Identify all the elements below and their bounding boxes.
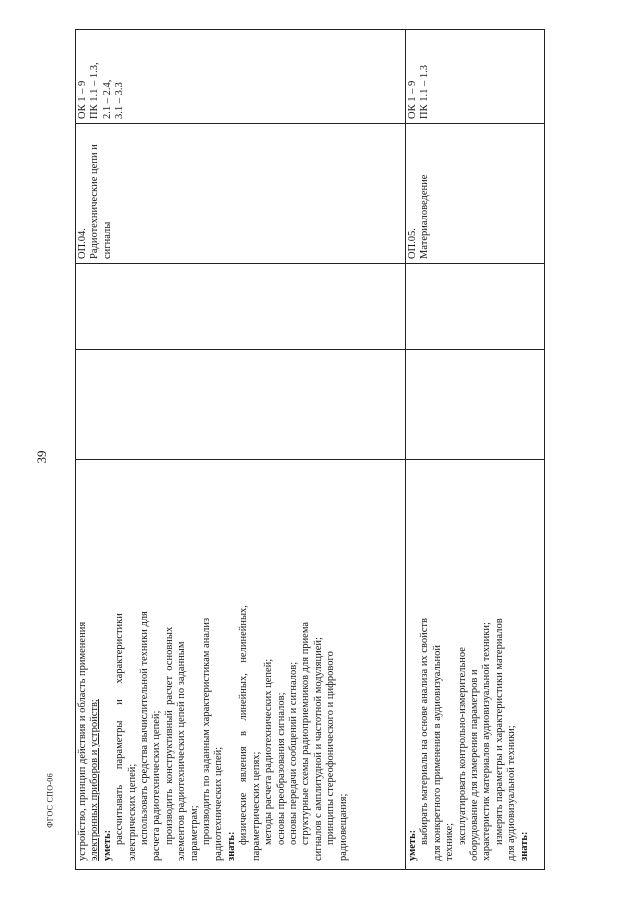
skill-line: параметрам; (188, 805, 200, 861)
discipline-cell (76, 124, 406, 264)
skill-line: радиотехнических цепей; (213, 746, 225, 861)
table-row-op05 (406, 30, 545, 870)
document-table-sheet (75, 30, 545, 870)
competency-line: ПК 1.1 – 1.3 (419, 65, 431, 119)
skill-line: оборудование для измерения параметров и (469, 669, 481, 861)
empty-cell (76, 264, 406, 350)
umet-heading: уметь: (407, 829, 418, 861)
skill-line: для конкретного применения в аудиовизуальной (431, 644, 443, 861)
knowledge-line: структурные схемы радиоприемников для приема (300, 621, 312, 845)
knowledge-line: методы расчета радиотехнических цепей; (263, 658, 275, 845)
continuation-line: электронных приборов и устройств; (89, 699, 101, 861)
skill-line: рассчитывать параметры и характеристики (114, 613, 126, 845)
competency-line: 2.1 – 2.4, (101, 79, 113, 119)
competency-line: 3.1 – 3.3 (114, 82, 126, 119)
skill-line: технике; (444, 822, 456, 861)
requirements-cell (76, 460, 406, 870)
knowledge-line: параметрических цепях; (250, 751, 262, 861)
skill-line: расчета радиотехнических цепей; (151, 710, 163, 861)
skill-line: характеристик материалов аудиовизуальной техники; (481, 622, 493, 861)
footer-standard-code: ФГОС СПО-06 (45, 773, 55, 828)
skill-line: эксплуатировать контрольно-измерительное (456, 647, 468, 845)
empty-cell (406, 264, 545, 350)
skill-line: производить по заданным характеристикам анализ (201, 617, 213, 845)
empty-cell (76, 350, 406, 460)
knowledge-line: принципы стереофонического и цифрового (325, 651, 337, 845)
znat-heading: знать: (225, 831, 237, 861)
competency-line: ОК 1 – 9 (407, 80, 418, 119)
competencies-cell (406, 30, 545, 124)
knowledge-line: основы преобразования сигналов; (275, 692, 287, 845)
competency-line: ПК 1.1 – 1.3, (89, 62, 101, 119)
discipline-table (75, 29, 545, 870)
skill-line: для аудиовизуальной техники; (506, 725, 518, 861)
umet-heading: уметь: (101, 829, 113, 861)
discipline-name: Радиотехнические цепи и сигналы (89, 144, 113, 259)
knowledge-line: радиовещания; (337, 793, 349, 861)
skill-line: измерять параметры и характеристики материалов (493, 618, 505, 845)
discipline-code: ОП.05. (407, 228, 418, 259)
knowledge-line: основы передачи сообщений и сигналов; (287, 661, 299, 845)
discipline-code: ОП.04. (77, 228, 88, 259)
skill-line: выбирать материалы на основе анализа их свойств (419, 618, 431, 845)
continuation-line: устройство, принцип действия и область применения (77, 621, 88, 861)
requirements-cell (406, 460, 545, 870)
skill-line: использовать средства вычислительной техники для (139, 611, 151, 845)
skill-line: электрических цепей; (126, 763, 138, 861)
skill-line: элементов радиотехнических цепей по заданным (176, 641, 188, 861)
competency-line: ОК 1 – 9 (77, 80, 88, 119)
knowledge-line: сигналов с амплитудной и частотной модуляцией; (312, 637, 324, 861)
page-number: 39 (34, 450, 49, 464)
skill-line: производить конструктивный расчет основных (163, 626, 175, 845)
discipline-name: Материаловедение (419, 174, 431, 259)
table-row-op04 (76, 30, 406, 870)
knowledge-line: физические явления в линейных, нелинейных, (238, 605, 250, 845)
discipline-cell (406, 124, 545, 264)
znat-heading: знать: (518, 831, 530, 861)
empty-cell (406, 350, 545, 460)
competencies-cell (76, 30, 406, 124)
